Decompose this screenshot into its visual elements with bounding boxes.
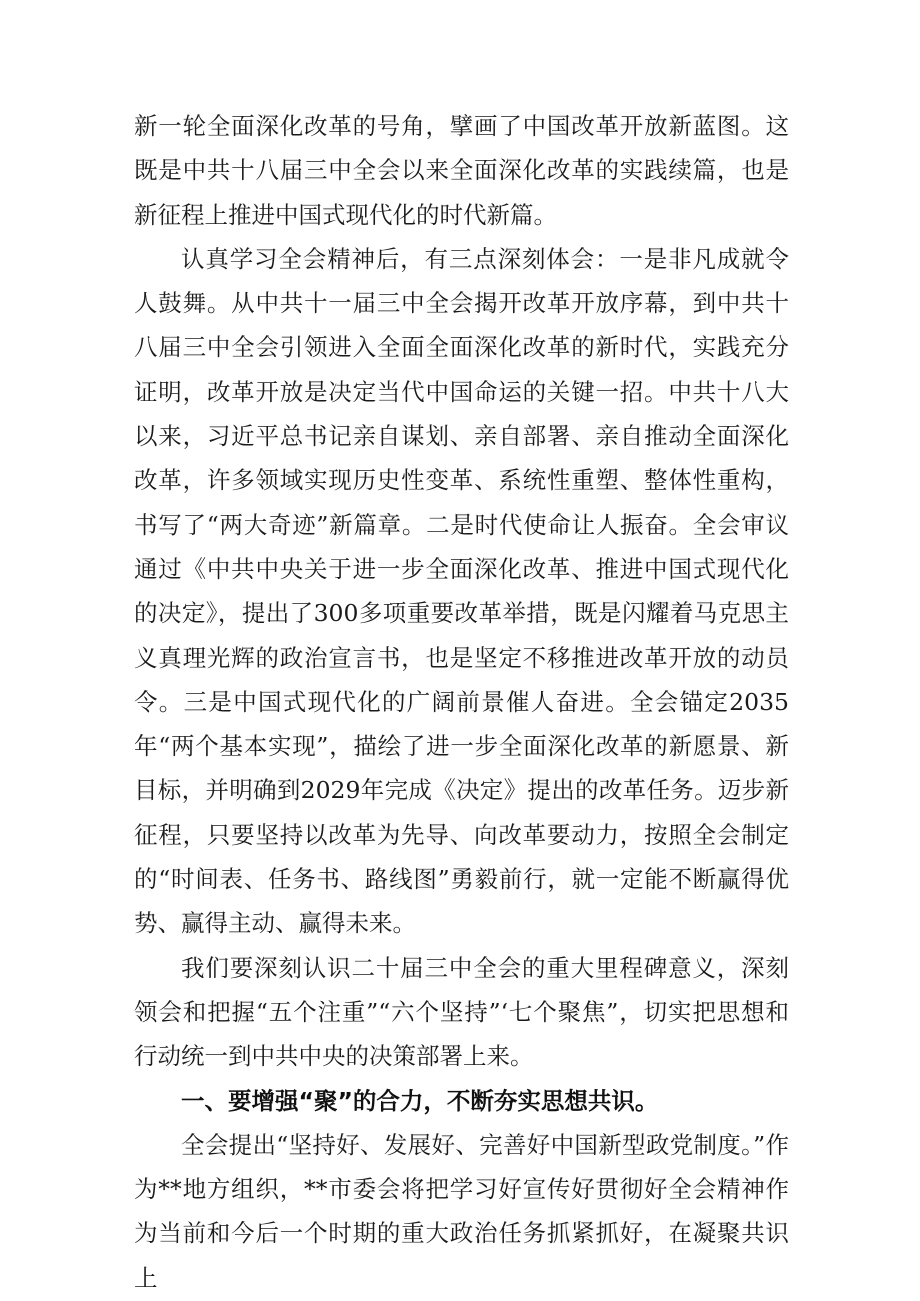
paragraph-party-system: 全会提出“坚持好、发展好、完善好中国新型政党制度。”作为**地方组织，**市委会将把学习好宣传好贯彻好全会精神作为当前和今后一个时期的重大政治任务抓紧抓好，在凝聚共识上 xyxy=(134,1130,789,1292)
document-body xyxy=(134,104,789,1300)
paragraph-continuation: 新一轮全面深化改革的号角，擘画了中国改革开放新蓝图。这既是中共十八届三中全会以来全面深化改革的实践续篇，也是新征程上推进中国式现代化的时代新篇。 xyxy=(134,112,789,229)
paragraph-milestone-significance: 我们要深刻认识二十届三中全会的重大里程碑意义，深刻领会和把握“五个注重”“六个坚持”‘七个聚焦”，切实把思想和行动统一到中共中央的决策部署上来。 xyxy=(134,953,789,1071)
section-heading-1: 一、要增强“聚”的合力，不断夯实思想共识。 xyxy=(181,1086,659,1115)
paragraph-three-insights: 认真学习全会精神后，有三点深刻体会：一是非凡成就令人鼓舞。从中共十一届三中全会揭开改革开放序幕，到中共十八届三中全会引领进入全面全面深化改革的新时代，实践充分证明，改革开放是决定当代中国命运的关键一招。中共十八大以来，习近平总书记亲自谋划、亲自部署、亲自推动全面深化改革，许多领域实现历史性变革、系统性重塑、整体性重构，书写了“两大奇迹”新篇章。二是时代使命让人振奋。全会审议通过《中共中央关于进一步全面深化改革、推进中国式现代化的决定》，提出了300多项重要改革举措，既是闪耀着马克思主义真理光辉的政治宣言书，也是坚定不移推进改革开放的动员令。三是中国式现代化的广阔前景催人奋进。全会锚定2035年“两个基本实现”，描绘了进一步全面深化改革的新愿景、新目标，并明确到2029年完成《决定》提出的改革任务。迈步新征程，只要坚持以改革为先导、向改革要动力，按照全会制定的“时间表、任务书、路线图”勇毅前行，就一定能不断赢得优势、赢得主动、赢得未来。 xyxy=(134,244,789,938)
